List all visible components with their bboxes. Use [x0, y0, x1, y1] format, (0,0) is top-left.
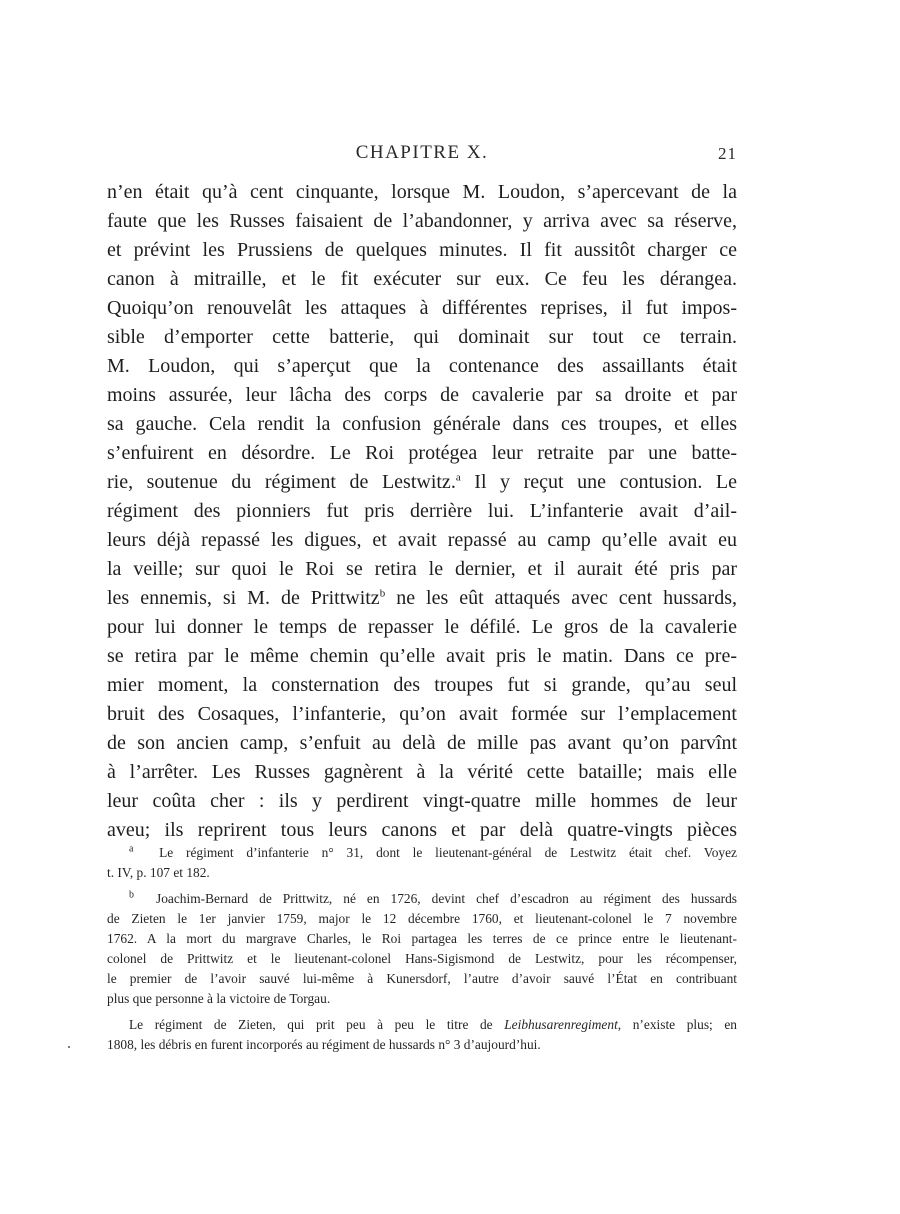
text-line: sible d’emporter cette batterie, qui dominait sur tout ce terrain.: [107, 326, 737, 348]
regiment-name-italic: Leibhusarenregiment,: [504, 1017, 622, 1032]
text-line: canon à mitraille, et le fit exécuter sur eux. Ce feu les dérangea.: [107, 268, 737, 290]
text-fragment: les ennemis, si M. de Prittwitz: [107, 587, 380, 609]
page-number: 21: [718, 144, 737, 163]
text-line: à l’arrêter. Les Russes gagnèrent à la vérité cette bataille; mais elle: [107, 761, 737, 783]
main-text: [107, 178, 737, 845]
footnote-b-line: [107, 889, 737, 909]
text-line: sa gauche. Cela rendit la confusion générale dans ces troupes, et elles: [107, 413, 737, 435]
footnote-marker-a: a: [455, 471, 461, 484]
text-line: [107, 468, 737, 497]
footnote-a-line: t. IV, p. 107 et 182.: [107, 865, 210, 880]
text-line: s’enfuirent en désordre. Le Roi protégea leur retraite par une batte-: [107, 442, 737, 464]
text-line: aveu; ils reprirent tous leurs canons et par delà quatre-vingts pièces: [107, 819, 737, 841]
footnote-a-marker: a: [129, 843, 134, 855]
footnote-text: Le régiment d’infanterie n° 31, dont le lieutenant-général de Lestwitz était chef. Voyez: [159, 845, 737, 860]
text-line: moins assurée, leur lâcha des corps de cavalerie par sa droite et par: [107, 384, 737, 406]
text-line: de son ancien camp, s’enfuit au delà de mille pas avant qu’on parvînt: [107, 732, 737, 754]
text-line: leur coûta cher : ils y perdirent vingt-quatre mille hommes de leur: [107, 790, 737, 812]
text-line: leurs déjà repassé les digues, et avait repassé au camp qu’elle avait eu: [107, 529, 737, 551]
text-line: Quoiqu’on renouvelât les attaques à différentes reprises, il fut impos-: [107, 297, 737, 319]
text-line: faute que les Russes faisaient de l’abandonner, y arriva avec sa réserve,: [107, 210, 737, 232]
text-line: bruit des Cosaques, l’infanterie, qu’on avait formée sur l’emplacement: [107, 703, 737, 725]
text-fragment: ne les eût attaqués avec cent hussards,: [385, 587, 737, 609]
footnote-text: Joachim-Bernard de Prittwitz, né en 1726, devint chef d’escadron au régiment des hussards: [155, 891, 737, 906]
footnote-c-line: 1808, les débris en furent incorporés au régiment de hussards n° 3 d’aujourd’hui.: [107, 1037, 541, 1052]
footnote-a-line: [107, 843, 737, 863]
footnote-text: n’existe plus; en: [621, 1017, 737, 1032]
text-line: mier moment, la consternation des troupes fut si grande, qu’au seul: [107, 674, 737, 696]
stray-dot: [68, 1046, 70, 1048]
text-line: régiment des pionniers fut pris derrière lui. L’infanterie avait d’ail-: [107, 500, 737, 522]
footnote-text: Le régiment de Zieten, qui prit peu à peu le titre de: [129, 1017, 505, 1032]
text-line: et prévint les Prussiens de quelques minutes. Il fit aussitôt charger ce: [107, 239, 737, 261]
running-title: CHAPITRE X.: [355, 142, 489, 163]
text-line: la veille; sur quoi le Roi se retira le dernier, et il aurait été pris par: [107, 558, 737, 580]
text-line: se retira par le même chemin qu’elle avait pris le matin. Dans ce pre-: [107, 645, 737, 667]
text-line: n’en était qu’à cent cinquante, lorsque M. Loudon, s’apercevant de la: [107, 181, 737, 203]
footnote-b-line: de Zieten le 1er janvier 1759, major le 12 décembre 1760, et lieutenant-colonel le 7 novembre: [107, 911, 737, 926]
footnotes: [107, 843, 737, 1055]
footnote-b-line: 1762. A la mort du margrave Charles, le Roi partagea les terres de ce prince entre le lieutenant-: [107, 931, 737, 946]
footnote-b-line: le premier de l’avoir sauvé lui-même à Kunersdorf, l’autre d’avoir sauvé l’État en contribuant: [107, 971, 737, 986]
text-line: M. Loudon, qui s’aperçut que la contenance des assaillants était: [107, 355, 737, 377]
footnote-c-line: [107, 1015, 737, 1035]
text-fragment: Il y reçut une contusion. Le: [460, 471, 737, 493]
footnote-b-marker: b: [129, 889, 134, 901]
footnote-marker-b: b: [379, 587, 386, 600]
text-line: pour lui donner le temps de repasser le défilé. Le gros de la cavalerie: [107, 616, 737, 638]
text-fragment: rie, soutenue du régiment de Lestwitz.: [107, 471, 456, 493]
footnote-b-line: plus que personne à la victoire de Torgau.: [107, 991, 331, 1006]
footnote-b-line: colonel de Prittwitz et le lieutenant-colonel Hans-Sigismond de Lestwitz, pour les récompenser,: [107, 951, 737, 966]
text-line: [107, 584, 737, 613]
page-header: [107, 142, 737, 168]
